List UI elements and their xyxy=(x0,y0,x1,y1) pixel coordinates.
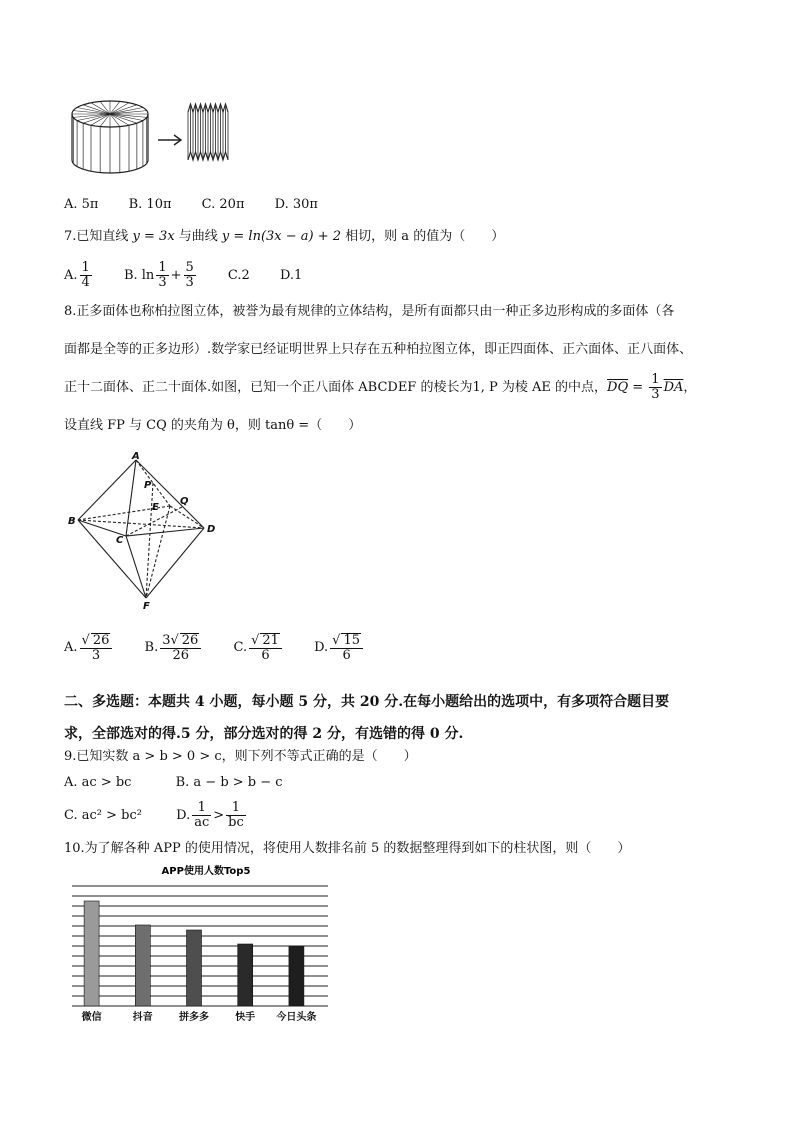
option-label: B. xyxy=(144,640,159,655)
q9-options-row-2 xyxy=(64,798,274,834)
numerator: √ 15 xyxy=(330,633,363,649)
option-label: A. xyxy=(64,640,78,655)
q10-stem: 10.为了解各种 APP 的使用情况，将使用人数排名前 5 的数据整理得到如下的柱状图，则（ ） xyxy=(64,841,631,856)
fraction xyxy=(192,801,211,830)
category-label-2: 抖音 xyxy=(132,1012,153,1023)
numerator: √ 26 xyxy=(80,633,113,649)
chart-title: APP使用人数Top5 xyxy=(161,866,251,877)
category-label-1: 微信 xyxy=(81,1012,102,1023)
app-usage-bar-chart xyxy=(66,860,336,1030)
q6-option-a[interactable]: A. 5π xyxy=(64,197,99,212)
section2-heading xyxy=(64,686,730,750)
vertex-label-q: Q xyxy=(180,496,189,507)
q8-option-c[interactable] xyxy=(233,628,283,668)
rearranged-prism-drawing xyxy=(188,104,228,160)
q9-stem: 9.已知实数 a > b > 0 > c，则下列不等式正确的是（ ） xyxy=(64,749,417,764)
option-label: D. xyxy=(176,808,191,823)
fraction xyxy=(249,633,282,663)
q8-option-a[interactable] xyxy=(64,628,114,668)
q8-text-line-2: 面都是全等的正多边形）.数学家已经证明世界上只存在五种柏拉图立体，即正四面体、正六面体、正八面体、 xyxy=(64,342,693,357)
q8-text-line-4: 设直线 FP 与 CQ 的夹角为 θ，则 tanθ =（ ） xyxy=(64,418,362,433)
q8-text-3a: 正十二面体、正二十面体.如图，已知一个正八面体 ABCDEF 的棱长为1, P 为棱 AE 的中点， xyxy=(64,380,608,395)
cylinder-drawing xyxy=(72,101,148,173)
q6-option-d[interactable]: D. 30π xyxy=(274,197,318,212)
equals: = xyxy=(628,380,648,395)
arrow-icon xyxy=(158,135,181,145)
q8-stem xyxy=(64,296,730,442)
option-label: B. ln xyxy=(123,268,155,283)
q7-option-b[interactable] xyxy=(124,258,198,294)
q8-text-line-3 xyxy=(64,372,730,404)
fraction xyxy=(80,633,113,663)
bar-5 xyxy=(289,946,304,1006)
fraction xyxy=(226,801,246,830)
numerator: 1 xyxy=(81,260,90,275)
radicand: 15 xyxy=(343,632,361,648)
q6-options xyxy=(64,196,344,214)
option-label: D. xyxy=(314,640,329,655)
q9-option-b[interactable]: B. a − b > b − c xyxy=(175,775,283,790)
vertex-label-e: E xyxy=(152,502,159,513)
q7-option-c[interactable]: C.2 xyxy=(227,268,250,283)
q9-option-a[interactable]: A. ac > bc xyxy=(64,775,132,790)
section2-heading-line-1: 二、多选题：本题共 4 小题，每小题 5 分，共 20 分.在每小题给出的选项中，有多项符合题目要 xyxy=(64,694,670,710)
q6-option-c[interactable]: C. 20π xyxy=(201,197,245,212)
q7-option-d[interactable]: D.1 xyxy=(279,268,303,283)
radicand: 26 xyxy=(92,632,110,648)
fraction xyxy=(156,261,168,290)
bar-1 xyxy=(84,901,99,1006)
q9-options-row-1 xyxy=(64,774,309,792)
numerator: 5 xyxy=(185,260,194,275)
q9-option-c[interactable]: C. ac² > bc² xyxy=(64,808,142,823)
denominator: 6 xyxy=(261,647,270,663)
plus-sign: + xyxy=(170,268,182,283)
q7-option-a[interactable] xyxy=(64,258,94,294)
coefficient: 3 xyxy=(162,632,171,648)
radicand: 21 xyxy=(262,632,279,648)
vertex-label-d: D xyxy=(207,524,216,535)
vector-da: $\overline{DA}$ xyxy=(663,380,684,395)
q8-text-line-1: 8.正多面体也称柏拉图立体，被誉为最有规律的立体结构，是所有面都只由一种正多边形构成的多面体（各 xyxy=(64,304,675,319)
greater-than-sign: > xyxy=(213,808,225,823)
denominator: 6 xyxy=(342,647,351,663)
category-label-5: 今日头条 xyxy=(276,1012,317,1023)
q9-option-d[interactable] xyxy=(176,798,248,834)
option-label: A. xyxy=(64,268,78,283)
vertex-label-f: F xyxy=(143,601,150,612)
numerator: 1 xyxy=(651,372,660,387)
q7-line-eq: y = 3x xyxy=(132,229,175,244)
fraction xyxy=(330,633,363,663)
numerator: √ 21 xyxy=(249,633,282,649)
vector-dq: $\overline{DQ}$ xyxy=(607,380,629,395)
vertex-label-b: B xyxy=(68,516,76,527)
fraction xyxy=(184,261,196,290)
denominator: 4 xyxy=(81,275,90,290)
denominator: ac xyxy=(194,815,210,830)
category-label-3: 拼多多 xyxy=(179,1012,209,1023)
denominator: 3 xyxy=(158,275,167,290)
q6-option-b[interactable]: B. 10π xyxy=(128,197,172,212)
numerator: 1 xyxy=(226,801,246,816)
vertex-label-p: P xyxy=(144,480,152,491)
q8-option-d[interactable] xyxy=(314,628,365,668)
q8-options xyxy=(64,628,391,668)
fraction xyxy=(160,633,201,663)
q7-curve-eq: y = ln(3x − a) + 2 xyxy=(221,229,342,244)
denominator: 3 xyxy=(185,275,194,290)
category-label-4: 快手 xyxy=(235,1012,256,1023)
q7-mid: 与曲线 xyxy=(174,229,222,244)
q7-stem xyxy=(64,228,504,246)
denominator: bc xyxy=(228,815,244,830)
bar-3 xyxy=(187,930,202,1006)
fraction xyxy=(649,373,661,402)
numerator: 3√ 26 xyxy=(160,633,201,649)
denominator: 3 xyxy=(651,387,660,402)
denominator: 3 xyxy=(91,647,101,663)
fraction xyxy=(80,261,92,290)
q8-option-b[interactable] xyxy=(145,628,204,668)
bar-2 xyxy=(135,925,150,1006)
octahedron-figure xyxy=(66,452,226,612)
numerator: 1 xyxy=(158,260,167,275)
numerator: 1 xyxy=(192,801,211,816)
denominator: 26 xyxy=(172,647,190,663)
q7-suffix: 相切，则 a 的值为（ ） xyxy=(341,229,505,244)
vertex-label-a: A xyxy=(132,452,140,462)
bar-4 xyxy=(238,944,253,1006)
vertex-label-c: C xyxy=(116,535,124,546)
q7-options xyxy=(64,258,328,294)
option-label: C. xyxy=(233,640,248,655)
radicand: 26 xyxy=(181,632,199,648)
q7-prefix: 7.已知直线 xyxy=(64,229,133,244)
q6-figure xyxy=(70,98,230,190)
section2-heading-line-2: 求，全部选对的得.5 分，部分选对的得 2 分，有选错的得 0 分. xyxy=(64,726,464,742)
q8-text-3b: ， xyxy=(683,380,697,395)
